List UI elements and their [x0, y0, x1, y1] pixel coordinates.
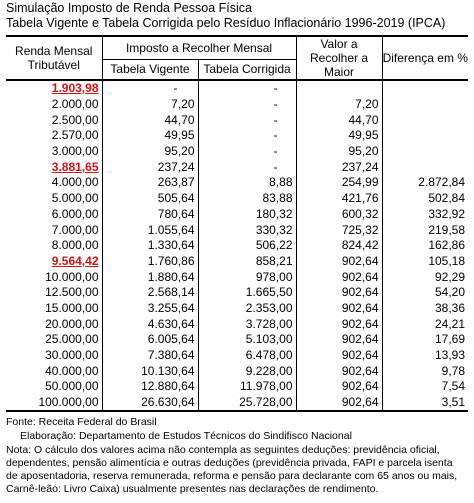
table-subtitle: Tabela Vigente e Tabela Corrigida pelo Resíduo Inflacionário 1996-2019 (IPCA) [6, 16, 446, 30]
table-row [6, 285, 468, 301]
cell-renda: 1.903,98 [6, 80, 102, 97]
cell-valor [296, 80, 382, 97]
cell-valor: 824,42 [296, 238, 382, 254]
cell-renda: 8.000,00 [6, 238, 102, 254]
table-body [6, 80, 468, 411]
cell-corrigida: - [198, 97, 296, 113]
cell-corrigida: - [198, 144, 296, 160]
cell-diferenca [382, 144, 468, 160]
cell-vigente: 12.880,64 [102, 379, 198, 395]
cell-renda: 2.500,00 [6, 112, 102, 128]
cell-valor: 7,20 [296, 97, 382, 113]
cell-vigente: 1.055,64 [102, 222, 198, 238]
cell-valor: 95,20 [296, 144, 382, 160]
cell-renda: 4.000,00 [6, 175, 102, 191]
cell-diferenca [382, 159, 468, 175]
cell-corrigida: 3.728,00 [198, 316, 296, 332]
cell-valor: 421,76 [296, 191, 382, 207]
cell-valor: 254,99 [296, 175, 382, 191]
cell-renda: 7.000,00 [6, 222, 102, 238]
cell-corrigida: 11.978,00 [198, 379, 296, 395]
cell-corrigida: 83,88 [198, 191, 296, 207]
cell-vigente: 505,64 [102, 191, 198, 207]
cell-vigente: 1.760,86 [102, 254, 198, 270]
cell-diferenca: 38,36 [434, 300, 466, 315]
cell-renda: 25.000,00 [6, 332, 102, 348]
cell-corrigida: 330,32 [198, 222, 296, 238]
cell-vigente: 237,24 [102, 159, 198, 175]
cell-corrigida: 25.728,00 [198, 395, 296, 412]
cell-renda: 10.000,00 [6, 269, 102, 285]
cell-corrigida: 506,22 [198, 238, 296, 254]
cell-corrigida: 2.353,00 [198, 301, 296, 317]
cell-diferenca: 24,21 [434, 316, 466, 331]
cell-diferenca: 105,18 [428, 253, 466, 268]
cell-vigente: 1.330,64 [102, 238, 198, 254]
cell-diferenca: 2.872,84 [418, 175, 466, 190]
cell-renda: 2.570,00 [6, 128, 102, 144]
cell-vigente: 26.630,64 [102, 395, 198, 412]
cell-vigente: 263,87 [102, 175, 198, 191]
cell-diferenca: 7,54 [441, 379, 466, 394]
header-valor: Valor a Recolher a Maior [296, 36, 382, 80]
cell-valor: 44,70 [296, 112, 382, 128]
table-row [6, 254, 468, 270]
cell-diferenca: 13,93 [434, 348, 466, 363]
cell-corrigida: 5.103,00 [198, 332, 296, 348]
table-row [6, 363, 468, 379]
cell-renda: 3.000,00 [6, 144, 102, 160]
table-row [6, 332, 468, 348]
cell-renda: 40.000,00 [6, 363, 102, 379]
cell-vigente: 2.568,14 [102, 285, 198, 301]
cell-valor: 725,32 [296, 222, 382, 238]
cell-renda: 6.000,00 [6, 207, 102, 223]
table-row [6, 316, 468, 332]
header-diferenca: Diferença em % [382, 51, 468, 65]
cell-corrigida: - [198, 80, 296, 97]
table-row [6, 175, 468, 191]
table-row [6, 144, 468, 160]
table-row [6, 379, 468, 395]
cell-vigente: 95,20 [102, 144, 198, 160]
cell-vigente: 1.880,64 [102, 269, 198, 285]
table-row [6, 301, 468, 317]
cell-valor: 600,32 [296, 207, 382, 223]
cell-diferenca: 3,51 [441, 395, 466, 410]
cell-vigente: - [102, 80, 198, 97]
cell-valor: 902,64 [296, 285, 382, 301]
cell-renda: 5.000,00 [6, 191, 102, 207]
cell-diferenca: 332,92 [428, 206, 466, 221]
table-row [6, 191, 468, 207]
cell-valor: 902,64 [296, 363, 382, 379]
cell-renda: 9.564,42 [6, 254, 102, 270]
table-row [6, 207, 468, 223]
footnote-line: Nota: O cálculo dos valores acima não contempla as seguintes deduções: previdência oficial, [6, 444, 440, 456]
cell-corrigida: 1.665,50 [198, 285, 296, 301]
table-row [6, 112, 468, 128]
header-renda: Renda Mensal Tributável [6, 36, 102, 80]
cell-vigente: 6.005,64 [102, 332, 198, 348]
cell-vigente: 49,95 [102, 128, 198, 144]
header-imposto-group: Imposto a Recolher Mensal [102, 36, 296, 59]
footnote-line: dependentes, pensão alimentícia e outras deduções (previdência privada, FAPI e parcela isenta [6, 457, 453, 469]
cell-vigente: 780,64 [102, 207, 198, 223]
cell-renda: 3.881,65 [6, 159, 102, 175]
cell-diferenca: 92,29 [434, 269, 466, 284]
cell-vigente: 3.255,64 [102, 301, 198, 317]
cell-corrigida: 9.228,00 [198, 363, 296, 379]
cell-diferenca: 502,84 [428, 191, 466, 206]
cell-vigente: 44,70 [102, 112, 198, 128]
cell-valor: 49,95 [296, 128, 382, 144]
cell-renda: 50.000,00 [6, 379, 102, 395]
cell-diferenca [382, 97, 468, 113]
source-note: Fonte: Receita Federal do Brasil [6, 416, 157, 428]
tax-simulation-table [6, 35, 468, 412]
table-row [6, 159, 468, 175]
cell-vigente: 10.130,64 [102, 363, 198, 379]
cell-renda: 2.000,00 [6, 97, 102, 113]
cell-vigente: 7.380,64 [102, 348, 198, 364]
cell-corrigida: 180,32 [198, 207, 296, 223]
cell-valor: 237,24 [296, 159, 382, 175]
cell-diferenca: 17,69 [434, 332, 466, 347]
cell-corrigida: 858,21 [198, 254, 296, 270]
cell-diferenca: 54,20 [434, 285, 466, 300]
cell-diferenca [382, 80, 468, 97]
table-row [6, 222, 468, 238]
cell-vigente: 7,20 [102, 97, 198, 113]
table-row [6, 238, 468, 254]
cell-renda: 30.000,00 [6, 348, 102, 364]
cell-corrigida: - [198, 112, 296, 128]
cell-valor: 902,64 [296, 379, 382, 395]
cell-diferenca: 9,78 [441, 363, 466, 378]
table-row [6, 97, 468, 113]
table-row [6, 80, 468, 97]
cell-corrigida: 6.478,00 [198, 348, 296, 364]
table-row [6, 395, 468, 412]
table-title: Simulação Imposto de Renda Pessoa Física [6, 1, 252, 15]
table-row [6, 269, 468, 285]
cell-renda: 12.500,00 [6, 285, 102, 301]
footnote-line: Carnê-leão: Livro Caixa) usualmente presentes nas declarações de rendimento. [6, 483, 379, 495]
cell-corrigida: 978,00 [198, 269, 296, 285]
cell-valor: 902,64 [296, 395, 382, 412]
cell-corrigida: 8,88 [198, 175, 296, 191]
cell-diferenca [382, 128, 468, 144]
cell-valor: 902,64 [296, 348, 382, 364]
cell-renda: 15.000,00 [6, 301, 102, 317]
cell-renda: 100.000,00 [6, 395, 102, 412]
table-row [6, 348, 468, 364]
cell-vigente: 4.630,64 [102, 316, 198, 332]
cell-diferenca [382, 112, 468, 128]
cell-diferenca: 219,58 [428, 222, 466, 237]
cell-diferenca: 162,86 [428, 238, 466, 253]
elaboration-note: Elaboração: Departamento de Estudos Técnicos do Sindifisco Nacional [20, 430, 352, 442]
cell-valor: 902,64 [296, 269, 382, 285]
table-row [6, 128, 468, 144]
header-corrigida: Tabela Corrigida [198, 59, 296, 80]
cell-valor: 902,64 [296, 316, 382, 332]
cell-valor: 902,64 [296, 301, 382, 317]
cell-valor: 902,64 [296, 254, 382, 270]
cell-corrigida: - [198, 128, 296, 144]
cell-corrigida: - [198, 159, 296, 175]
cell-valor: 902,64 [296, 332, 382, 348]
cell-renda: 20.000,00 [6, 316, 102, 332]
header-vigente: Tabela Vigente [102, 59, 198, 80]
footnote-line: de aposentadoria, reserva remunerada, reforma e pensão para declarante com 65 anos ou mais, [6, 470, 458, 482]
